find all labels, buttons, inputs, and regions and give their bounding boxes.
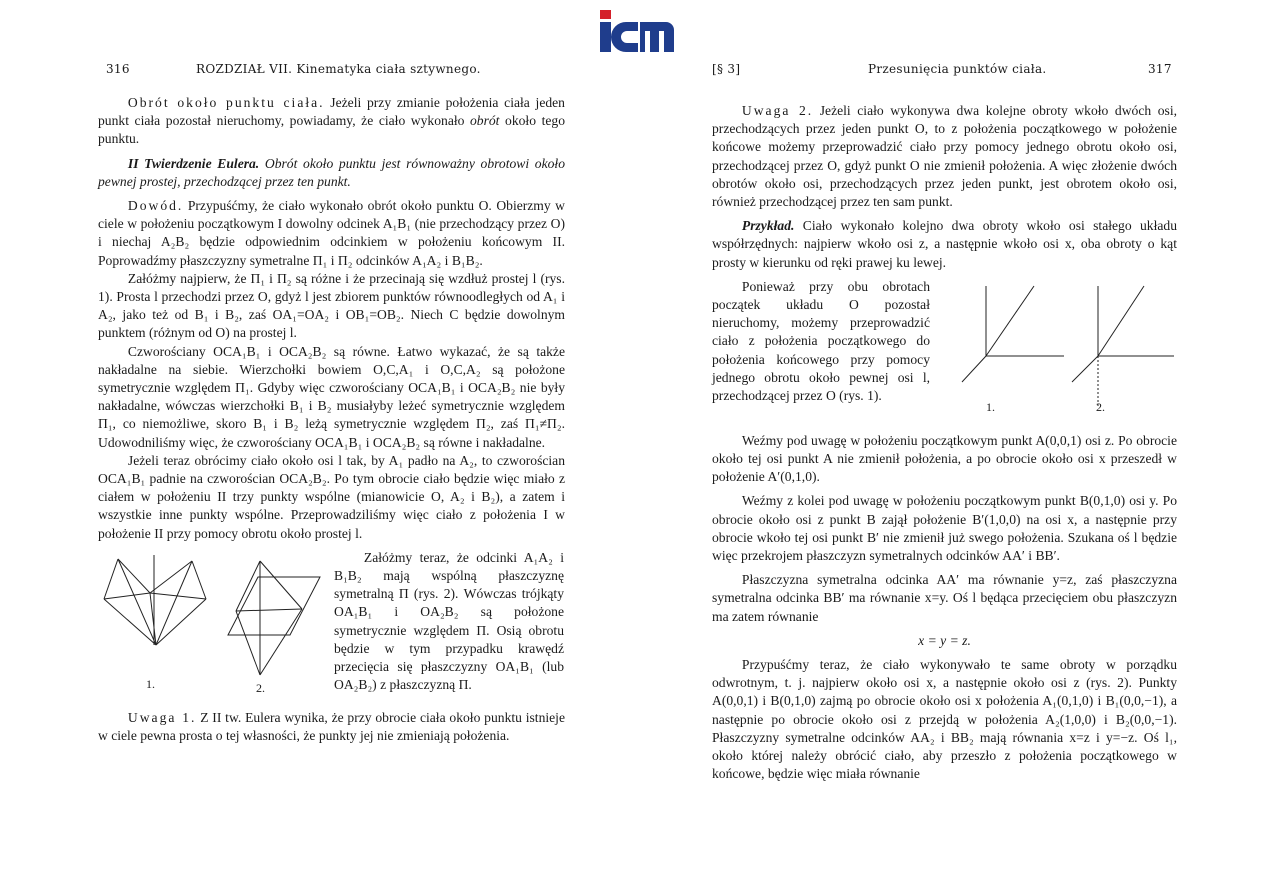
left-figure-block — [98, 549, 565, 709]
figure-caption-2: 2. — [256, 680, 265, 695]
figure-caption-1: 1. — [146, 676, 155, 691]
example: Przykład. Ciało wykonało kolejno dwa obroty wkoło osi stałego układu współrzędnych: najpierw wkoło osi z, a następnie wkoło osi x, oba obroty o kąt prosty w kierunku od ręki prawej ku lewej. — [712, 218, 1177, 270]
note-1: Uwaga 1. Z II tw. Eulera wynika, że przy obrocie ciała około punktu istnieje w ciele pewna prosta o tej własności, że punkty jej nie zmieniają położenia. — [98, 709, 565, 744]
paragraph-6: Załóżmy teraz, że odcinki A₁A₂ i B₁B₂ mają wspólną płaszczyznę symetralną Π (rys. 2). Wówczas trójkąty OA₁B₁ i OA₂B₂ są położone symetrycznie względem Π. Osią obrotu będzie w tym przypadku krawędź przecięcia się płaszczyzny OA₁B₁ (lub OA₂B₂) z płaszczyzną Π. — [334, 549, 564, 693]
theorem: II Twierdzenie Eulera. Obrót około punktu jest równoważny obrotowi około pewnej prostej, przechodzącej przez ten punkt. — [98, 155, 565, 189]
right-figure-block — [712, 278, 1177, 432]
paragraph-4: Czworościany OCA₁B₁ i OCA₂B₂ są równe. Łatwo wykazać, że są także nakładalne na siebie. Wierzchołki bowiem O,C,A₁ i O,C,A₂ są położone symetrycznie względem Π₁. Gdyby więc czworościany OCA₁B₁ i OCA₂B₂ nie były nakładalne, wówczas wierzchołki B₁ i B₂ musiałyby leżeć symetrycznie względem Π₁, co niemożliwe, skoro B₁ i B₂ leżą symetrycznie względem Π₂, zaś Π₁≠Π₂. Udowodniliśmy więc, że czworościany OCA₁B₁ i OCA₂B₂ są równe i nakładalne. — [98, 343, 565, 450]
running-head: Przesunięcia punktów ciała. — [868, 62, 1047, 76]
figure-caption-1: 1. — [986, 399, 995, 414]
paragraph-5: Jeżeli teraz obrócimy ciało około osi l tak, by A₁ padło na A₂, to czworościan OCA₁B₁ padnie na czworościan OCA₂B₂. Po tym obrocie ciało będzie więc miało z ciałem w położeniu II trzy punkty wspólne (mianowicie O, A₂ i B₂), a zatem i wszystkie inne punkty wspólne. Przeprowadziliśmy więc ciało z położenia I w położenie II przy pomocy obrotu około prostej l. — [98, 452, 565, 541]
running-head: ROZDZIAŁ VII. Kinematyka ciała sztywnego. — [196, 62, 481, 76]
proof-paragraph: Dowód. Przypuśćmy, że ciało wykonało obrót około punktu O. Obierzmy w ciele w położeniu początkowym I dowolny odcinek A₁B₁ (nie przechodzący przez O) i niechaj A₂B₂ będzie odpowiednim odcinkiem w położeniu końcowym II. Poprowadźmy płaszczyzny symetralne Π₁ i Π₂ odcinków A₁A₂ i B₁B₂. — [98, 198, 565, 268]
paragraph-3: Załóżmy najpierw, że Π₁ i Π₂ są różne i że przecinają się wzdłuż prostej l (rys. 1). Prosta l przechodzi przez O, gdyż l jest zbiorem punktów równoodległych od A₁ i A₂, jako też od B₁ i B₂, zaś OA₁=OA₂ i OB₁=OB₂. Niech C będzie dowolnym punktem (różnym od O) na prostej l. — [98, 270, 565, 341]
paragraph-point-a: Weźmy pod uwagę w położeniu początkowym punkt A(0,0,1) osi z. Po obrocie około tej osi punkt A nie zmienił położenia, a po obrocie około osi x przeszedł w położenie A′(0,1,0). — [712, 432, 1177, 485]
side-paragraph: Ponieważ przy obu obrotach początek układu O pozostał nieruchomy, możemy przeprowadzić ciało z położenia początkowego do położenia końcowego przy pomocy jednego obrotu około pewnej osi l, przechodzącej przez O (rys. 1). — [712, 278, 930, 404]
tetrahedron-figure-1 — [98, 549, 328, 699]
right-page — [712, 62, 1177, 783]
page-number: 316 — [106, 62, 130, 76]
paragraph-reverse: Przypuśćmy teraz, że ciało wykonywało te same obroty w porządku odwrotnym, t. j. najpierw około osi x, a następnie około osi z (rys. 2). Punkty A(0,0,1) i B(0,1,0) zajmą po obrocie około osi x położenia A₁(0,1,0) i B₁(0,0,−1), a następnie po obrocie około osi z przejdą w położenia A₂(1,0,0) i B₂(0,0,−1). Płaszczyzny symetralne odcinków AA₂ i BB₂ mają równania x=z i y=−z. Oś l₁, około której należy obrócić ciało, aby przeszło z położenia początkowego w końcowe, będzie więc miała równanie — [712, 657, 1177, 782]
left-header — [98, 62, 565, 80]
equation: x = y = z. — [918, 632, 971, 648]
axes-figures — [948, 278, 1178, 418]
right-header — [712, 62, 1177, 80]
note-2: Uwaga 2. Jeżeli ciało wykonywa dwa kolejne obroty wkoło dwóch osi, przechodzących przez jeden punkt O, to z położenia początkowego w położenie końcowe możemy przeprowadzić ciało przy pomocy jednego obrotu około osi, przechodzącej przez O, gdyż punkt O nie zmienił położenia. A więc złożenie dwóch obrotów około osi, przechodzących przez jeden punkt, jest obrotem około osi, również przechodzącej przez ten sam punkt. — [712, 103, 1177, 210]
page-number: 317 — [1148, 62, 1172, 76]
paragraph-planes: Płaszczyzna symetralna odcinka AA′ ma równanie y=z, zaś płaszczyzna symetralna odcinka BB′ ma równanie x=y. Oś l będąca przecięciem obu płaszczyzn ma zatem równanie — [712, 572, 1177, 624]
left-page — [98, 62, 565, 745]
icm-logo — [598, 8, 676, 56]
figure-caption-2: 2. — [1096, 399, 1105, 414]
paragraph-obrot: Obrót około punktu ciała. Jeżeli przy zmianie położenia ciała jeden punkt ciała pozostał nieruchomy, powiadamy, że ciało wykonało obrót około tego punktu. — [98, 95, 565, 147]
section-number: [§ 3] — [712, 62, 741, 76]
paragraph-point-b: Weźmy z kolei pod uwagę w położeniu początkowym punkt B(0,1,0) osi y. Po obrocie około osi z punkt B zajął położenie B′(1,0,0) na osi x, a następnie przy obrocie wkoło tej osi punkt B′ nie zmienił już swego położenia. Szukana oś l będzie więc przekrojem płaszczyzn symetralnych odcinków AA′ i BB′. — [712, 493, 1177, 564]
